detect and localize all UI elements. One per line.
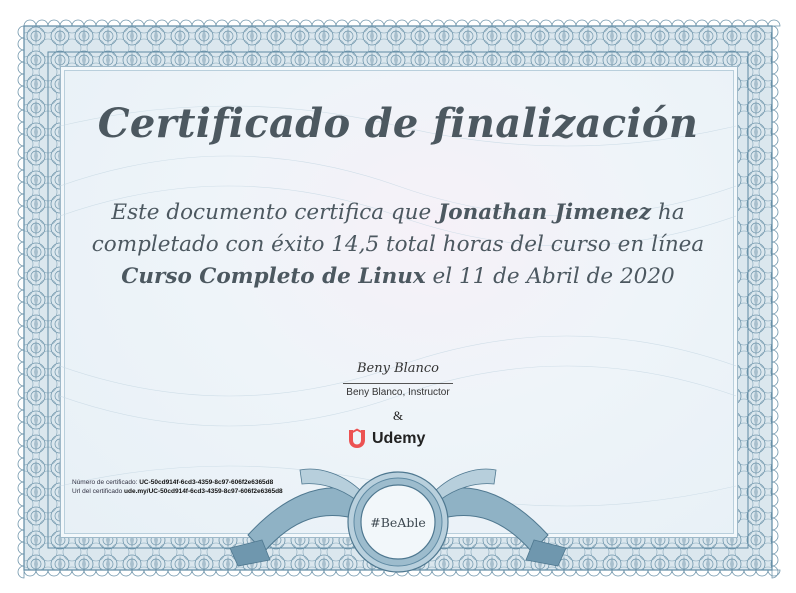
cert-url-link[interactable]: ude.my/UC-50cd914f-6cd3-4359-8c97-606f2e6365d8 bbox=[124, 488, 283, 495]
course-name: Curso Completo de Linux bbox=[121, 264, 426, 289]
medallion-badge-text: #BeAble bbox=[370, 515, 426, 530]
signature-line bbox=[343, 383, 453, 384]
cert-number-label: Número de certificado: bbox=[72, 479, 138, 486]
certificate-statement bbox=[88, 197, 708, 293]
cert-url-row bbox=[72, 487, 283, 496]
cert-url-label: Url del certificado bbox=[72, 488, 123, 495]
udemy-u-icon bbox=[346, 428, 368, 450]
statement-middle: ha completado con éxito 14,5 total horas del curso en línea bbox=[91, 200, 705, 257]
ampersand: & bbox=[392, 408, 404, 423]
certificate-info bbox=[72, 478, 283, 496]
cert-number-row bbox=[72, 478, 283, 487]
udemy-logo bbox=[346, 428, 425, 450]
student-name: Jonathan Jimenez bbox=[438, 200, 652, 225]
instructor-signature: Beny Blanco bbox=[356, 361, 440, 376]
statement-suffix: el 11 de Abril de 2020 bbox=[425, 264, 675, 289]
cert-number-value: UC-50cd914f-6cd3-4359-8c97-606f2e6365d8 bbox=[139, 479, 274, 486]
udemy-wordmark: Udemy bbox=[372, 430, 426, 447]
instructor-caption: Beny Blanco, Instructor bbox=[346, 387, 450, 398]
statement-prefix: Este documento certifica que bbox=[111, 200, 439, 225]
certificate-title: Certificado de finalización bbox=[97, 100, 699, 147]
